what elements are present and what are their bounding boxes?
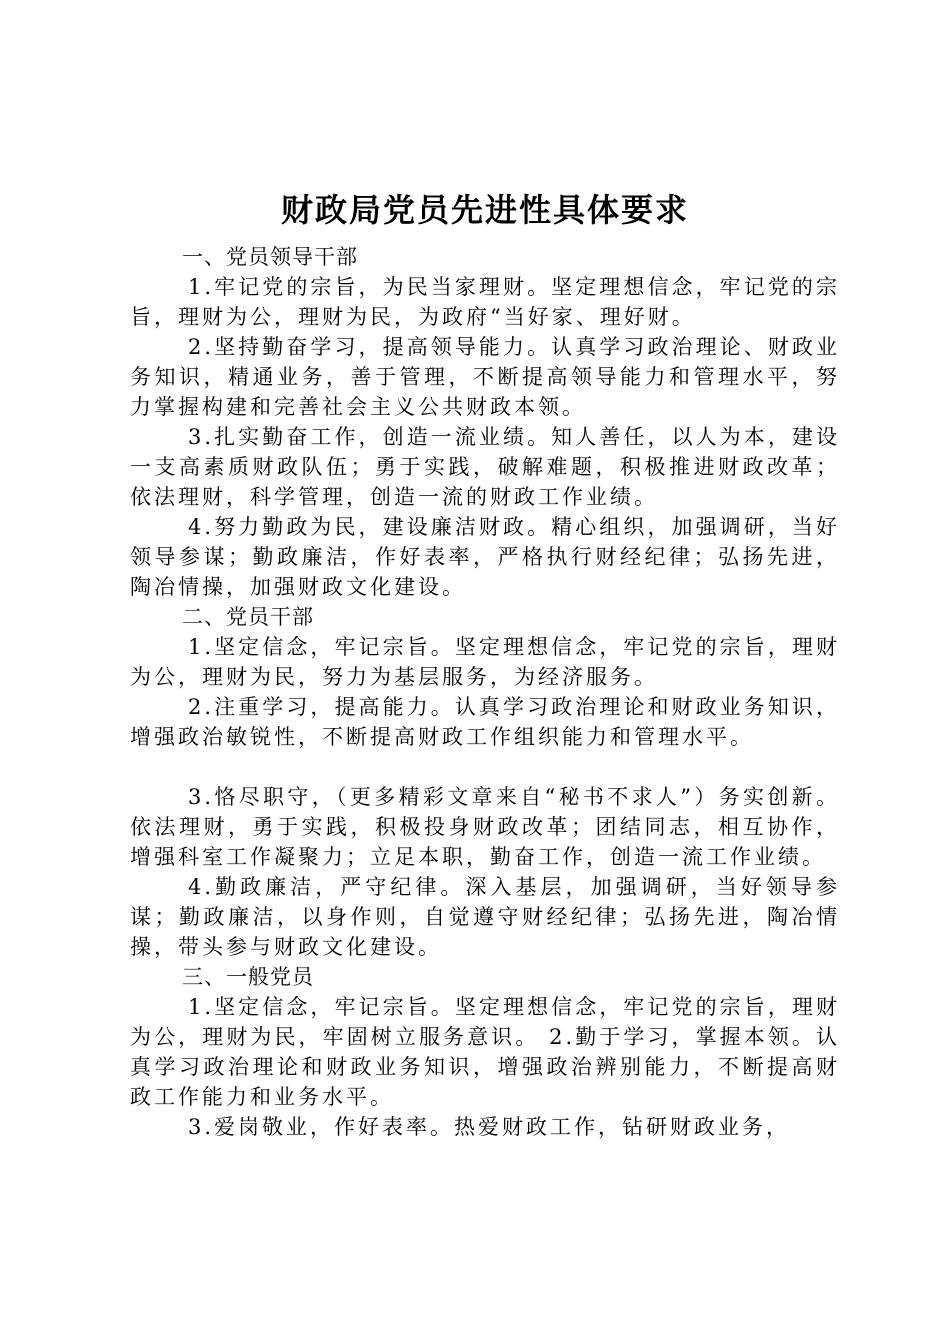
paragraph: 2.注重学习，提高能力。认真学习政治理论和财政业务知识，增强政治敏锐性，不断提高财政工作组织能力和管理水平。: [130, 695, 840, 749]
paragraph: 3.扎实勤奋工作，创造一流业绩。知人善任，以人为本，建设一支高素质财政队伍；勇于实践，破解难题，积极推进财政改革；依法理财，科学管理，创造一流的财政工作业绩。: [130, 425, 840, 509]
section-party-cadres: [130, 602, 840, 962]
paragraph: 3.爱岗敬业，作好表率。热爱财政工作，钻研财政业务，: [188, 1115, 791, 1139]
section-heading: 一、党员领导干部: [182, 245, 358, 269]
section-general-members: [130, 962, 840, 1142]
paragraph: 1.牢记党的宗旨，为民当家理财。坚定理想信念，牢记党的宗旨，理财为公，理财为民，为政府“当好家、理好财。: [130, 275, 840, 329]
document-page: [130, 180, 840, 1142]
section-heading: 三、一般党员: [182, 965, 314, 989]
paragraph: 2.坚持勤奋学习，提高领导能力。认真学习政治理论、财政业务知识，精通业务，善于管理，不断提高领导能力和管理水平，努力掌握构建和完善社会主义公共财政本领。: [130, 335, 840, 419]
paragraph: 4.勤政廉洁，严守纪律。深入基层，加强调研，当好领导参谋；勤政廉洁，以身作则，自觉遵守财经纪律；弘扬先进，陶冶情操，带头参与财政文化建设。: [130, 875, 840, 959]
paragraph: 1.坚定信念，牢记宗旨。坚定理想信念，牢记党的宗旨，理财为公，理财为民，努力为基层服务，为经济服务。: [130, 635, 840, 689]
section-heading: 二、党员干部: [182, 605, 314, 629]
section-leading-cadres: [130, 242, 840, 602]
paragraph: 4.努力勤政为民，建设廉洁财政。精心组织，加强调研，当好领导参谋；勤政廉洁，作好表率，严格执行财经纪律；弘扬先进，陶冶情操，加强财政文化建设。: [130, 515, 840, 599]
document-title: 财政局党员先进性具体要求: [280, 191, 689, 229]
blank-line: [130, 752, 840, 782]
paragraph: 3.恪尽职守，（更多精彩文章来自“秘书不求人”）务实创新。依法理财，勇于实践，积极投身财政改革；团结同志，相互协作，增强科室工作凝聚力；立足本职，勤奋工作，创造一流工作业绩。: [130, 785, 840, 869]
paragraph: 1.坚定信念，牢记宗旨。坚定理想信念，牢记党的宗旨，理财为公，理财为民，牢固树立服务意识。 2.勤于学习，掌握本领。认真学习政治理论和财政业务知识，增强政治辨别能力，不断提高财政工作能力和业务水平。: [130, 995, 840, 1109]
